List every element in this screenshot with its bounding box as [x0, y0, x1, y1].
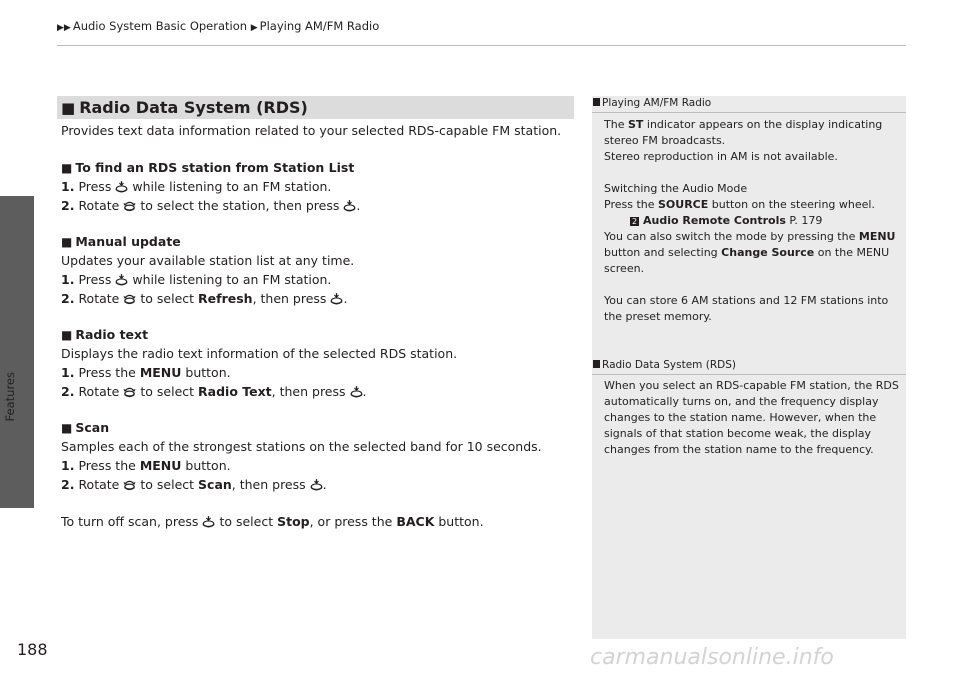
main-content — [61, 0, 576, 678]
menu-item-refresh: Refresh — [198, 291, 253, 306]
note-text: You can also switch the mode by pressing the — [604, 230, 856, 243]
step-text: , or press the — [309, 514, 393, 529]
step-text: To turn off scan, press — [61, 514, 199, 529]
heading-station-list — [61, 159, 354, 178]
breadcrumb-arrow-icon: ▶▶ — [57, 23, 71, 33]
step-text: Rotate — [78, 291, 120, 306]
step-station-list-2 — [61, 197, 360, 216]
note-marker-icon — [593, 360, 600, 368]
note-line: the preset memory. — [604, 310, 712, 323]
step-number: 1. — [61, 458, 75, 473]
rotate-knob-icon — [123, 292, 136, 305]
change-source-label: Change Source — [721, 246, 815, 259]
step-text: . — [362, 384, 367, 399]
note-heading-am-fm-text: Playing AM/FM Radio — [602, 97, 712, 109]
heading-radio-text — [61, 326, 148, 345]
breadcrumb-arrow-icon: ▶ — [250, 23, 258, 33]
intro-text: Provides text data information related to your selected RDS-capable FM station. — [61, 123, 562, 138]
section-title-text: Radio Data System (RDS) — [79, 98, 308, 117]
menu-item-radio-text: Radio Text — [198, 384, 272, 399]
page-number: 188 — [17, 640, 48, 659]
step-number: 2. — [61, 477, 75, 492]
rotate-knob-icon — [123, 385, 136, 398]
back-button-label: BACK — [396, 514, 435, 529]
reference-page: P. 179 — [789, 214, 823, 227]
st-indicator-label: ST — [627, 118, 644, 131]
breadcrumb-item-audio-system[interactable]: Audio System Basic Operation — [72, 19, 248, 33]
step-number: 1. — [61, 365, 75, 380]
note-line: signals of that station become weak, the display — [604, 427, 872, 440]
note-text: Press the — [604, 198, 655, 211]
breadcrumb-item-am-fm-radio[interactable]: Playing AM/FM Radio — [259, 19, 380, 33]
scan-off-instruction — [61, 513, 484, 532]
heading-square-icon: ■ — [61, 328, 73, 342]
press-knob-icon — [115, 273, 128, 286]
heading-manual-update-text: Manual update — [75, 234, 181, 249]
note-text: button on the steering wheel. — [711, 198, 875, 211]
scan-desc: Samples each of the strongest stations on the selected band for 10 seconds. — [61, 439, 542, 454]
press-knob-icon — [330, 292, 343, 305]
note-body-rds — [604, 0, 904, 678]
heading-radio-text-text: Radio text — [75, 327, 149, 342]
heading-square-icon: ■ — [61, 161, 73, 175]
heading-square-icon: ■ — [61, 421, 73, 435]
step-text: button. — [438, 514, 484, 529]
step-radio-text-1 — [61, 364, 231, 383]
note-text: button and selecting — [604, 246, 718, 259]
step-text: to select — [140, 477, 195, 492]
note-line: Switching the Audio Mode — [604, 182, 748, 195]
section-square-icon: ■ — [61, 99, 76, 117]
step-text: to select — [140, 291, 195, 306]
step-text: Press the — [78, 365, 136, 380]
reference-link-audio-remote[interactable]: Audio Remote Controls — [643, 214, 786, 227]
step-text: Press — [78, 179, 112, 194]
step-number: 2. — [61, 384, 75, 399]
note-line: changes from the station name to the frequency. — [604, 443, 874, 456]
step-text: to select — [219, 514, 274, 529]
press-knob-icon — [115, 180, 128, 193]
step-text: . — [322, 477, 327, 492]
step-text: , then press — [271, 384, 346, 399]
step-text: Rotate — [78, 198, 120, 213]
menu-button-label: MENU — [139, 365, 182, 380]
step-text: , then press — [252, 291, 327, 306]
note-line: changes to the station name. However, when the — [604, 411, 877, 424]
heading-manual-update — [61, 233, 181, 252]
step-manual-update-2 — [61, 290, 347, 309]
note-line: automatically turns on, and the frequency display — [604, 395, 879, 408]
manual-update-desc: Updates your available station list at any time. — [61, 253, 355, 268]
note-line: screen. — [604, 262, 645, 275]
step-number: 2. — [61, 198, 75, 213]
chapter-label: Features — [3, 372, 17, 422]
note-line: Stereo reproduction in AM is not available. — [604, 150, 838, 163]
note-marker-icon — [593, 98, 600, 106]
note-line: When you select an RDS-capable FM station, the RDS — [604, 379, 899, 392]
menu-button-label: MENU — [139, 458, 182, 473]
step-station-list-1 — [61, 178, 331, 197]
menu-button-label: MENU — [858, 230, 896, 243]
note-text: on the MENU — [817, 246, 890, 259]
step-text: Press — [78, 272, 112, 287]
step-manual-update-1 — [61, 271, 331, 290]
step-number: 2. — [61, 291, 75, 306]
step-text: to select — [140, 384, 195, 399]
note-heading-rds-text: Radio Data System (RDS) — [602, 359, 736, 371]
step-number: 1. — [61, 272, 75, 287]
step-scan-1 — [61, 457, 231, 476]
watermark: carmanualsonline.info — [590, 645, 834, 670]
press-knob-icon — [202, 515, 215, 528]
reference-arrow-icon: 2 — [631, 217, 638, 226]
chapter-tab — [0, 196, 34, 508]
step-text: button. — [185, 458, 231, 473]
menu-item-stop: Stop — [277, 514, 310, 529]
rotate-knob-icon — [123, 199, 136, 212]
step-text: . — [356, 198, 361, 213]
step-text: . — [343, 291, 348, 306]
rotate-knob-icon — [123, 478, 136, 491]
note-line: You can store 6 AM stations and 12 FM stations into — [604, 294, 889, 307]
press-knob-icon — [343, 199, 356, 212]
radio-text-desc: Displays the radio text information of the selected RDS station. — [61, 346, 458, 361]
step-scan-2 — [61, 476, 327, 495]
heading-square-icon: ■ — [61, 235, 73, 249]
source-button-label: SOURCE — [658, 198, 709, 211]
step-text: Press the — [78, 458, 136, 473]
press-knob-icon — [350, 385, 363, 398]
step-text: button. — [185, 365, 231, 380]
step-text: , then press — [231, 477, 306, 492]
heading-station-list-text: To find an RDS station from Station List — [75, 160, 355, 175]
menu-item-scan: Scan — [198, 477, 232, 492]
step-text: while listening to an FM station. — [132, 179, 332, 194]
step-text: to select the station, then press — [140, 198, 340, 213]
step-number: 1. — [61, 179, 75, 194]
step-text: Rotate — [78, 384, 120, 399]
heading-scan-text: Scan — [75, 420, 110, 435]
press-knob-icon — [310, 478, 323, 491]
step-radio-text-2 — [61, 383, 367, 402]
note-text: indicator appears on the display indicating — [646, 118, 883, 131]
step-text: while listening to an FM station. — [132, 272, 332, 287]
note-line: stereo FM broadcasts. — [604, 134, 726, 147]
heading-scan — [61, 419, 109, 438]
note-text: The — [604, 118, 625, 131]
step-text: Rotate — [78, 477, 120, 492]
